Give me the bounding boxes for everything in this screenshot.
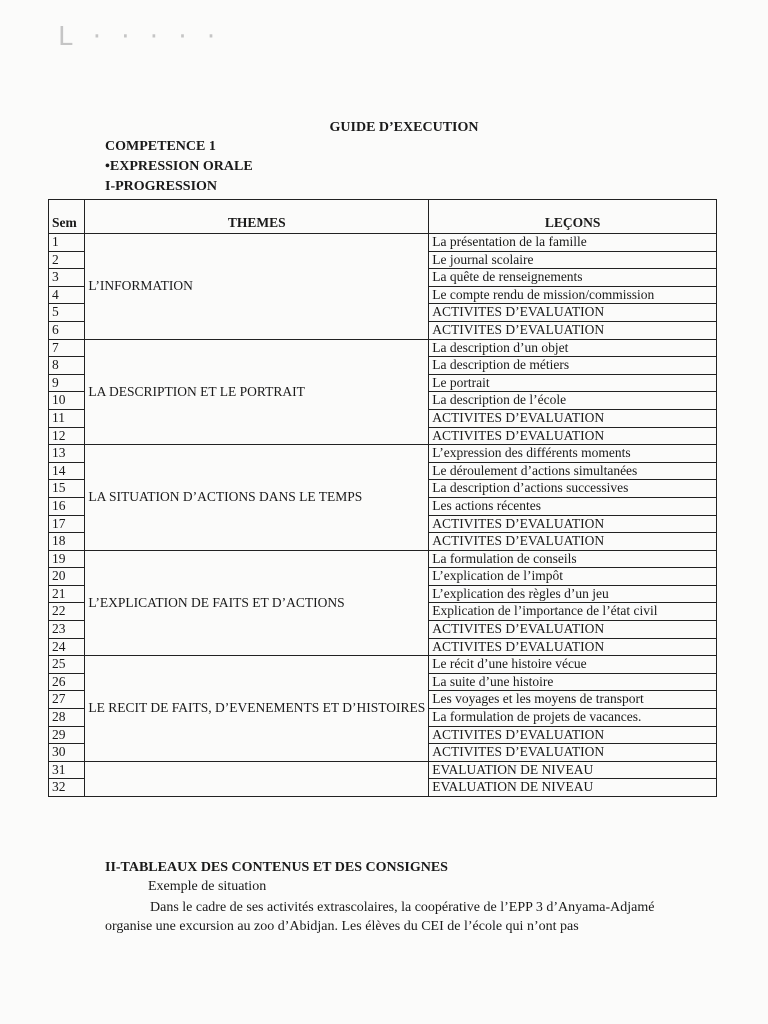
- week-number: 10: [49, 392, 85, 410]
- lesson-cell: EVALUATION DE NIVEAU: [429, 779, 717, 797]
- week-number: 32: [49, 779, 85, 797]
- week-number: 14: [49, 462, 85, 480]
- document-title: GUIDE D’EXECUTION: [329, 120, 479, 135]
- theme-cell: [85, 761, 429, 796]
- lesson-cell: ACTIVITES D’EVALUATION: [429, 321, 717, 339]
- table-row: [49, 761, 717, 779]
- lesson-cell: EVALUATION DE NIVEAU: [429, 761, 717, 779]
- theme-cell: L’INFORMATION: [85, 234, 429, 340]
- expression-orale-heading: •EXPRESSION ORALE: [105, 159, 253, 174]
- table-row: [49, 445, 717, 463]
- week-number: 27: [49, 691, 85, 709]
- table-row: [49, 339, 717, 357]
- lesson-cell: Explication de l’importance de l’état civil: [429, 603, 717, 621]
- situation-paragraph: Dans le cadre de ses activités extrascolaires, la coopérative de l’EPP 3 d’Anyama-Adjamé organise une excursion au zoo d’Abidjan. Les élèves du CEI de l’école qui n’ont pas: [105, 900, 655, 934]
- lesson-cell: La formulation de projets de vacances.: [429, 709, 717, 727]
- lesson-cell: La suite d’une histoire: [429, 673, 717, 691]
- week-number: 3: [49, 269, 85, 287]
- week-number: 1: [49, 234, 85, 252]
- week-number: 17: [49, 515, 85, 533]
- lesson-cell: L’expression des différents moments: [429, 445, 717, 463]
- lesson-cell: La description d’actions successives: [429, 480, 717, 498]
- table-header-row: [49, 200, 717, 234]
- example-label: Exemple de situation: [148, 879, 267, 894]
- lesson-cell: La présentation de la famille: [429, 234, 717, 252]
- lesson-cell: ACTIVITES D’EVALUATION: [429, 726, 717, 744]
- progression-table: [48, 199, 717, 797]
- week-number: 9: [49, 374, 85, 392]
- lesson-cell: ACTIVITES D’EVALUATION: [429, 638, 717, 656]
- lesson-cell: Les voyages et les moyens de transport: [429, 691, 717, 709]
- week-number: 4: [49, 286, 85, 304]
- week-number: 13: [49, 445, 85, 463]
- table-row: [49, 550, 717, 568]
- table-row: [49, 234, 717, 252]
- lesson-cell: Le journal scolaire: [429, 251, 717, 269]
- week-number: 30: [49, 744, 85, 762]
- competence-heading: COMPETENCE 1: [105, 139, 216, 154]
- lesson-cell: ACTIVITES D’EVALUATION: [429, 533, 717, 551]
- week-number: 29: [49, 726, 85, 744]
- lesson-cell: La quête de renseignements: [429, 269, 717, 287]
- lesson-cell: ACTIVITES D’EVALUATION: [429, 304, 717, 322]
- table-body: [49, 234, 717, 797]
- header-lessons: LEÇONS: [429, 200, 717, 234]
- lesson-cell: La formulation de conseils: [429, 550, 717, 568]
- theme-cell: LE RECIT DE FAITS, D’EVENEMENTS ET D’HISTOIRES: [85, 656, 429, 762]
- week-number: 15: [49, 480, 85, 498]
- lesson-cell: Le portrait: [429, 374, 717, 392]
- lesson-cell: La description de l’école: [429, 392, 717, 410]
- week-number: 22: [49, 603, 85, 621]
- week-number: 31: [49, 761, 85, 779]
- lesson-cell: L’explication de l’impôt: [429, 568, 717, 586]
- lesson-cell: ACTIVITES D’EVALUATION: [429, 744, 717, 762]
- week-number: 8: [49, 357, 85, 375]
- week-number: 23: [49, 621, 85, 639]
- header-themes: THEMES: [85, 200, 429, 234]
- lesson-cell: La description d’un objet: [429, 339, 717, 357]
- theme-cell: LA DESCRIPTION ET LE PORTRAIT: [85, 339, 429, 445]
- week-number: 18: [49, 533, 85, 551]
- week-number: 21: [49, 585, 85, 603]
- theme-cell: LA SITUATION D’ACTIONS DANS LE TEMPS: [85, 445, 429, 551]
- week-number: 2: [49, 251, 85, 269]
- lesson-cell: ACTIVITES D’EVALUATION: [429, 409, 717, 427]
- week-number: 19: [49, 550, 85, 568]
- lesson-cell: Les actions récentes: [429, 497, 717, 515]
- week-number: 24: [49, 638, 85, 656]
- section-2-title: II-TABLEAUX DES CONTENUS ET DES CONSIGNES: [105, 860, 448, 875]
- week-number: 5: [49, 304, 85, 322]
- week-number: 26: [49, 673, 85, 691]
- week-number: 12: [49, 427, 85, 445]
- lesson-cell: ACTIVITES D’EVALUATION: [429, 515, 717, 533]
- header-sem: Sem: [49, 200, 85, 234]
- week-number: 25: [49, 656, 85, 674]
- lesson-cell: Le récit d’une histoire vécue: [429, 656, 717, 674]
- week-number: 20: [49, 568, 85, 586]
- week-number: 6: [49, 321, 85, 339]
- lesson-cell: ACTIVITES D’EVALUATION: [429, 427, 717, 445]
- faint-handwriting: L · · · · ·: [58, 22, 222, 52]
- table-row: [49, 656, 717, 674]
- week-number: 28: [49, 709, 85, 727]
- theme-cell: L’EXPLICATION DE FAITS ET D’ACTIONS: [85, 550, 429, 656]
- week-number: 16: [49, 497, 85, 515]
- lesson-cell: La description de métiers: [429, 357, 717, 375]
- week-number: 11: [49, 409, 85, 427]
- week-number: 7: [49, 339, 85, 357]
- lesson-cell: Le déroulement d’actions simultanées: [429, 462, 717, 480]
- lesson-cell: L’explication des règles d’un jeu: [429, 585, 717, 603]
- lesson-cell: Le compte rendu de mission/commission: [429, 286, 717, 304]
- lesson-cell: ACTIVITES D’EVALUATION: [429, 621, 717, 639]
- progression-heading: I-PROGRESSION: [105, 179, 218, 194]
